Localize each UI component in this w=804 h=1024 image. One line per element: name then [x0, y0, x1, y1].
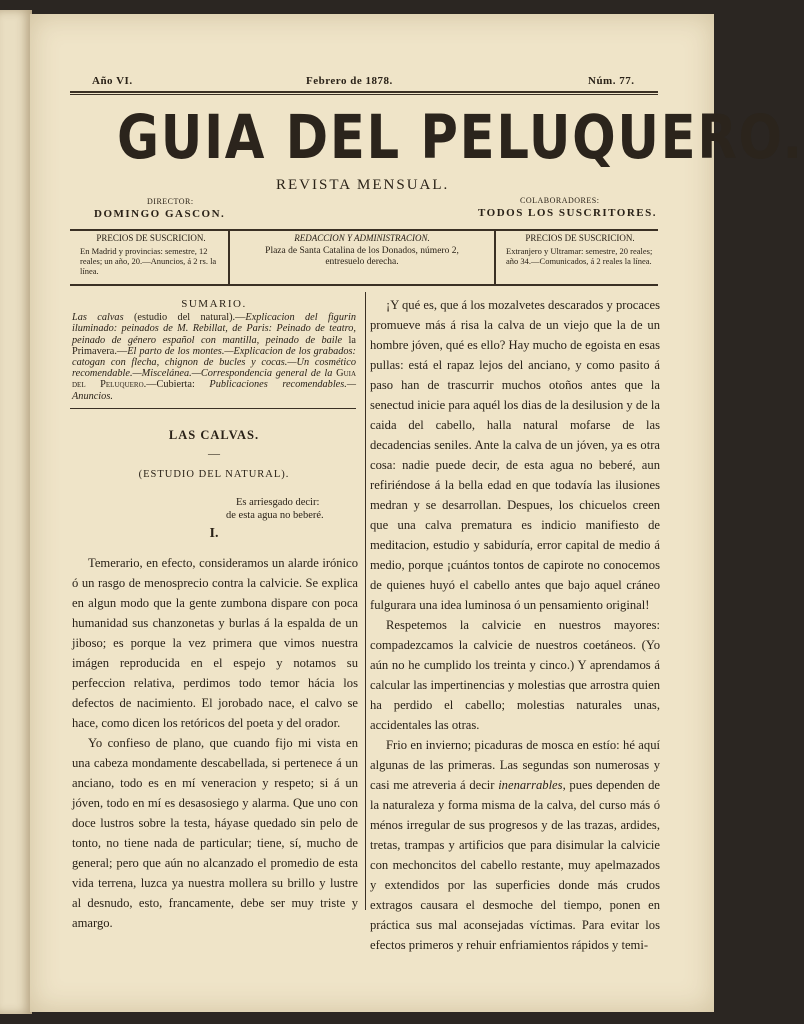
facing-page-edge	[0, 10, 32, 1014]
issue-date: Febrero de 1878.	[306, 75, 393, 87]
section-numeral: I.	[209, 526, 219, 541]
left-column-text	[72, 553, 358, 933]
summary-title: SUMARIO.	[181, 298, 247, 310]
paragraph-5: Frio en invierno; picaduras de mosca en estío: hé aquí algunas de las primeras. Las segundas son numerosas y casi me atreveria á decir inenarrables, pues dependen de la naturaleza y forma misma de la calva, del curso más ó ménos irregular de sus progresos y de las trazas, ardides, tretas, trampas y artificios que para disimular la calvicie con mechoncitos del cabello restante, muy apelmazados y extendidos por las superficies donde más crudos extragos causara el desmoche del tiempo, ponen en práctica sus mal aconsejadas víctimas. Para evitar los efectos primeros y rehuir enfriamientos rápidos y temi-	[370, 738, 660, 952]
paragraph-1: Temerario, en efecto, consideramos un alarde irónico ó un rasgo de menosprecio contra la calvicie. Se explica en algun modo que la gente zumbona dispare con poca humanidad sus chanzonetas y burlas á la espalda de un jiboso; es porque la vez primera que vimos nuestra imágen reproducida en el espejo y notamos su perfeccion relativa, perdimos todo temor hácia los defectos de nacimiento. El jorobado nace, el calvo se hace, como dicen los retóricos del poeta y del orador.	[72, 556, 358, 730]
issue-number: Núm. 77.	[588, 75, 635, 87]
director-name: DOMINGO GASCON.	[94, 208, 226, 220]
info-center-text: Plaza de Santa Catalina de los Donados, número 2, entresuelo derecha.	[265, 246, 459, 267]
paragraph-3: ¡Y qué es, que á los mozalvetes descarados y procaces promueve más á risa la calva de un viejo que la de un hombre jóven, qué es ello? Hay mucho de egoista en esas pullas: está el rapaz lejos del anciano, y como pasito á paso han de trascurrir muchos otoños antes que la senectud inicie para aquél los dias de la desilusion y de la caida del cabello, halla natural mofarse de las decadencias seniles. Ante la calva de un jóven, ya es otra cosa: nadie puede decir, de esta agua no beberé, aun refiriéndose á la bella edad en que todavía las ilusiones medran y se desarrollan. Despues, los chicuelos creen que una calva prematura es indicio manifiesto de meditacion, estudio y sabiduría, error capital de medio á medio, porque ¡cuántos tontos de capirote no conocemos de quienes huyó el cabello antes que bajo aquel cráneo fulgurara una idea luminosa ó un pensamiento original!	[370, 298, 660, 612]
info-box-address	[246, 233, 478, 283]
info-right-text: Extranjero y Ultramar: semestre, 20 reales; año 34.—Comunicados, á 2 reales la línea.	[506, 246, 653, 266]
info-right-title: PRECIOS DE SUSCRICION.	[525, 233, 635, 243]
header-rule-thin	[70, 94, 658, 95]
header-rule	[70, 91, 658, 93]
paragraph-4: Respetemos la calvicie en nuestros mayores: compadezcamos la calvicie de nuestros coetáneos. (Yo aún no he cumplido los treinta y cinco.) Y aprendamos á calcular las impertinencias y molestias que arrostra quien ha perdido el cabello; molestias naturales unas, accidentales las otras.	[370, 618, 660, 732]
masthead-subtitle: REVISTA MENSUAL.	[276, 177, 450, 193]
article-title: LAS CALVAS.	[168, 428, 260, 442]
info-center-title: REDACCION Y ADMINISTRACION.	[294, 233, 430, 243]
issue-year: Año VI.	[92, 75, 133, 87]
collaborators-name: TODOS LOS SUSCRITORES.	[478, 207, 658, 219]
info-left-text: En Madrid y provincias: semestre, 12 reales; un año, 20.—Anuncios, á 2 rs. la línea.	[80, 246, 217, 276]
info-box-foreign	[506, 233, 654, 283]
article-subtitle: (ESTUDIO DEL NATURAL).	[138, 469, 290, 480]
summary-text: Las calvas (estudio del natural).—Explicacion del figurin iluminado: peinados de M. Rebillat, de Paris: Peinado de teatro, peinado de género español con mantilla, peinado de baile la Primavera.—El parto de los montes.—Explicacion de los grabados: catogan con flecha, chignon de bucles y cocas.—Un cosmético recomendable.—Miscelánea.—Correspondencia general de la Guia del Peluquero.—Cubierta: Publicaciones recomendables.—Anuncios.	[72, 312, 357, 402]
info-top-rule	[70, 229, 658, 231]
article-title-dash: —	[208, 446, 220, 460]
column-divider	[365, 292, 366, 910]
article-epigraph: Es arriesgado decir: de esta agua no beberé.	[226, 497, 324, 521]
summary-rule	[70, 408, 356, 409]
director-label: DIRECTOR:	[147, 197, 194, 206]
summary-block	[72, 299, 356, 402]
info-divider-left	[228, 231, 230, 284]
collaborators-label: COLABORADORES:	[520, 196, 600, 205]
info-divider-right	[494, 231, 496, 284]
right-column-text	[370, 295, 660, 955]
info-left-title: PRECIOS DE SUSCRICION.	[96, 233, 206, 243]
info-bottom-rule	[70, 284, 658, 286]
masthead-title: GUIA DEL PELUQUERO.	[117, 102, 804, 173]
paragraph-2: Yo confieso de plano, que cuando fijo mi vista en una cabeza mondamente descabellada, si pertenece á un anciano, todo es en mí veneracion y respeto; si á un jóven, todo en mí es desasosiego y alarma. Que uno con doce lustros sobre la testa, háyase quedado sin pelo de tonto, no tiene nada de particular; tiene, sí, mucho de general; pero que aún no alcanzado el promedio de esta vida terrena, luzca ya nuestra mollera su brillo y lustre al desnudo, esto, francamente, debe ser muy triste y amargo.	[72, 736, 358, 930]
info-box-domestic	[80, 233, 222, 283]
